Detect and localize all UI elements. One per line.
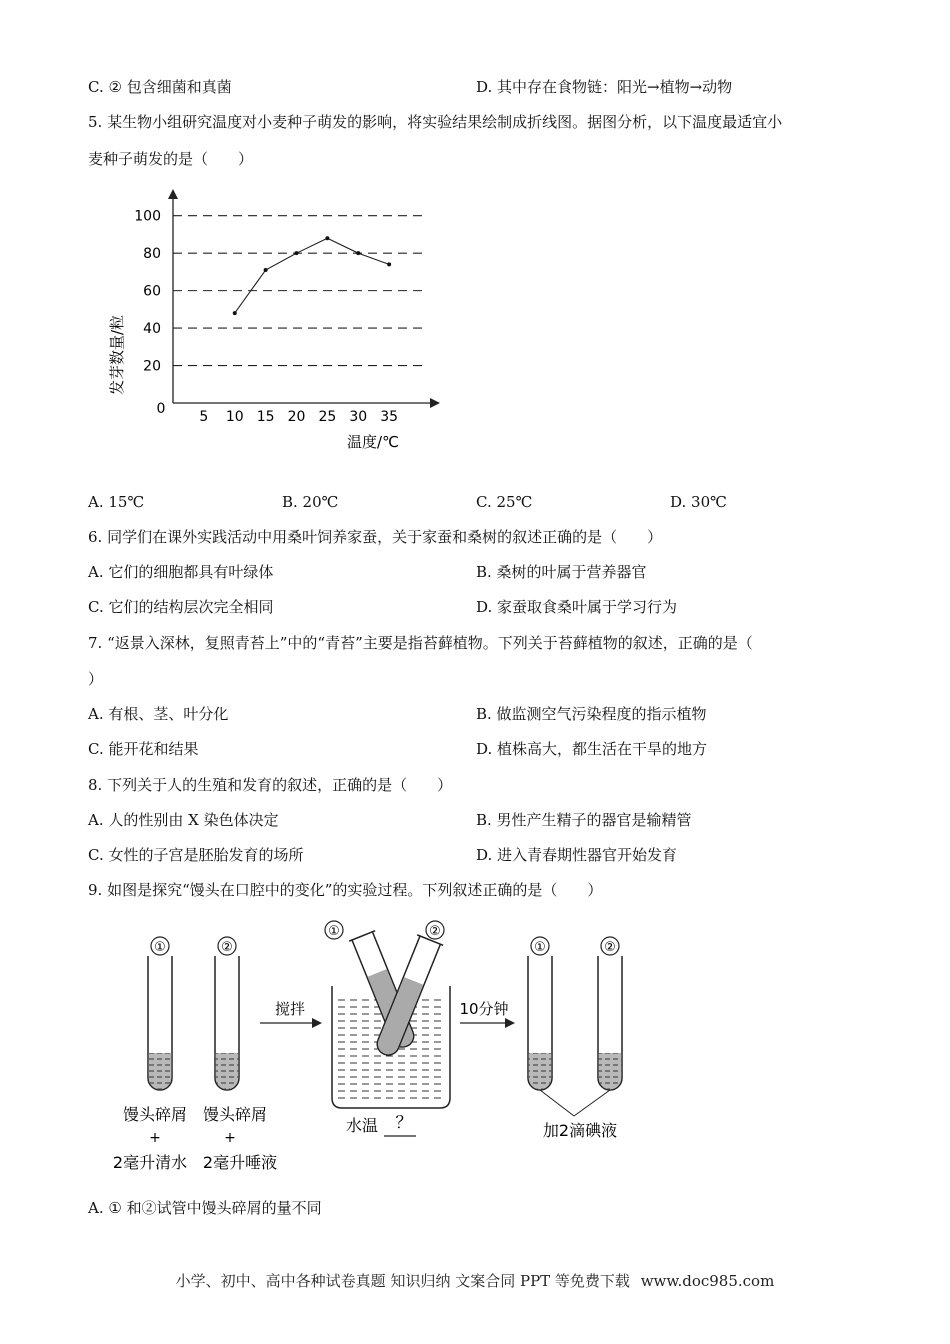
q5-stem-line1: 5. 某生物小组研究温度对小麦种子萌发的影响，将实验结果绘制成折线图。据图分析，以下温度最适宜小 bbox=[88, 113, 783, 131]
chart-y-tick-label: 60 bbox=[143, 283, 161, 300]
label-mantou-2: 馒头碎屑 bbox=[202, 1105, 268, 1124]
beaker bbox=[325, 921, 450, 1108]
q5-option-a: A. 15℃ bbox=[88, 493, 145, 511]
q7-option-a: A. 有根、茎、叶分化 bbox=[88, 705, 229, 723]
chart-point bbox=[295, 251, 299, 255]
chart-y-axis-arrow bbox=[168, 189, 178, 199]
water-temp-blank: ？ bbox=[395, 1113, 413, 1133]
q4-option-c: C. ② 包含细菌和真菌 bbox=[88, 78, 232, 96]
q5-option-b: B. 20℃ bbox=[282, 493, 339, 511]
chart-point bbox=[325, 236, 329, 240]
label-mantou-1: 馒头碎屑 bbox=[122, 1105, 188, 1124]
chart-series-line bbox=[235, 238, 389, 313]
tube1-label-stage1: ① bbox=[154, 940, 166, 955]
chart-y-tick-label: 100 bbox=[134, 208, 161, 225]
q6-stem: 6. 同学们在课外实践活动中用桑叶饲养家蚕，关于家蚕和桑树的叙述正确的是（ ） bbox=[88, 528, 663, 546]
label-water: 2毫升清水 bbox=[112, 1153, 188, 1172]
q8-stem: 8. 下列关于人的生殖和发育的叙述，正确的是（ ） bbox=[88, 776, 453, 794]
q7-option-d: D. 植株高大，都生活在干旱的地方 bbox=[476, 740, 708, 758]
chart-x-tick-label: 25 bbox=[318, 409, 337, 425]
tube1-label-stage2: ① bbox=[328, 924, 340, 939]
water-temp-label: 水温 bbox=[345, 1116, 379, 1135]
q6-option-d: D. 家蚕取食桑叶属于学习行为 bbox=[476, 598, 678, 616]
footer-url[interactable]: www.doc985.com bbox=[640, 1272, 775, 1290]
q9-option-a: A. ① 和②试管中馒头碎屑的量不同 bbox=[88, 1199, 322, 1217]
q6-option-a: A. 它们的细胞都具有叶绿体 bbox=[88, 563, 274, 581]
q6-option-c: C. 它们的结构层次完全相同 bbox=[88, 598, 274, 616]
chart-xlabel: 温度/℃ bbox=[347, 433, 399, 451]
chart-point bbox=[233, 311, 237, 315]
q9-stem: 9. 如图是探究“馒头在口腔中的变化”的实验过程。下列叙述正确的是（ ） bbox=[88, 881, 603, 899]
tube-2-stage3 bbox=[598, 937, 622, 1090]
q7-option-b: B. 做监测空气污染程度的指示植物 bbox=[476, 705, 707, 723]
label-saliva: 2毫升唾液 bbox=[202, 1153, 278, 1172]
tube-1-stage1 bbox=[148, 937, 172, 1090]
q8-option-c: C. 女性的子宫是胚胎发育的场所 bbox=[88, 846, 304, 864]
chart-y-tick-label: 80 bbox=[143, 246, 161, 263]
chart-point bbox=[264, 268, 268, 272]
q6-option-b: B. 桑树的叶属于营养器官 bbox=[476, 563, 647, 581]
q7-stem-line1: 7. “返景入深林，复照青苔上”中的“青苔”主要是指苔藓植物。下列关于苔藓植物的叙述，正确的是（ bbox=[88, 634, 753, 652]
iodine-label: 加2滴碘液 bbox=[542, 1121, 618, 1140]
label-plus-2: + bbox=[224, 1130, 236, 1146]
tube-2-stage1 bbox=[215, 937, 239, 1090]
chart-x-tick-label: 20 bbox=[287, 409, 306, 425]
q8-option-a: A. 人的性别由 X 染色体决定 bbox=[88, 811, 279, 829]
q5-option-c: C. 25℃ bbox=[476, 493, 533, 511]
stir-label: 搅拌 bbox=[274, 1000, 306, 1018]
q7-stem-line2: ） bbox=[88, 670, 104, 688]
page-footer bbox=[0, 1270, 950, 1291]
chart-y-tick-label: 40 bbox=[143, 321, 161, 338]
ten-minute-arrow bbox=[459, 1000, 515, 1028]
chart-x-axis-arrow bbox=[430, 398, 440, 408]
q8-option-b: B. 男性产生精子的器官是输精管 bbox=[476, 811, 692, 829]
q8-option-d: D. 进入青春期性器官开始发育 bbox=[476, 846, 678, 864]
footer-text: 小学、初中、高中各种试卷真题 知识归纳 文案合同 PPT 等免费下载 bbox=[175, 1272, 630, 1290]
chart-x-tick-label: 15 bbox=[256, 409, 275, 425]
tube2-label-stage1: ② bbox=[221, 940, 233, 955]
q7-option-c: C. 能开花和结果 bbox=[88, 740, 199, 758]
chart-point bbox=[356, 251, 360, 255]
chart-y-tick-label: 20 bbox=[143, 358, 161, 375]
chart-ylabel: 发芽数量/粒 bbox=[108, 314, 126, 396]
stir-arrow bbox=[260, 1000, 322, 1028]
chart-origin-label: 0 bbox=[156, 401, 166, 417]
chart-x-tick-label: 5 bbox=[199, 409, 209, 425]
chart-point bbox=[387, 262, 391, 266]
label-plus-1: + bbox=[149, 1130, 161, 1146]
q5-stem-line2: 麦种子萌发的是（ ） bbox=[88, 150, 254, 168]
q5-option-d: D. 30℃ bbox=[670, 493, 727, 511]
q4-option-d: D. 其中存在食物链：阳光→植物→动物 bbox=[476, 78, 733, 96]
tube2-label-stage3: ② bbox=[604, 940, 616, 955]
tube2-label-stage2: ② bbox=[429, 924, 441, 939]
chart-x-tick-label: 35 bbox=[380, 409, 399, 425]
tube-1-stage3 bbox=[528, 937, 552, 1090]
tube1-label-stage3: ① bbox=[534, 940, 546, 955]
chart-x-tick-label: 30 bbox=[349, 409, 368, 425]
germination-line-chart bbox=[95, 185, 445, 460]
ten-minute-label: 10分钟 bbox=[459, 1000, 509, 1018]
experiment-diagram bbox=[100, 918, 660, 1178]
chart-x-tick-label: 10 bbox=[225, 409, 244, 425]
